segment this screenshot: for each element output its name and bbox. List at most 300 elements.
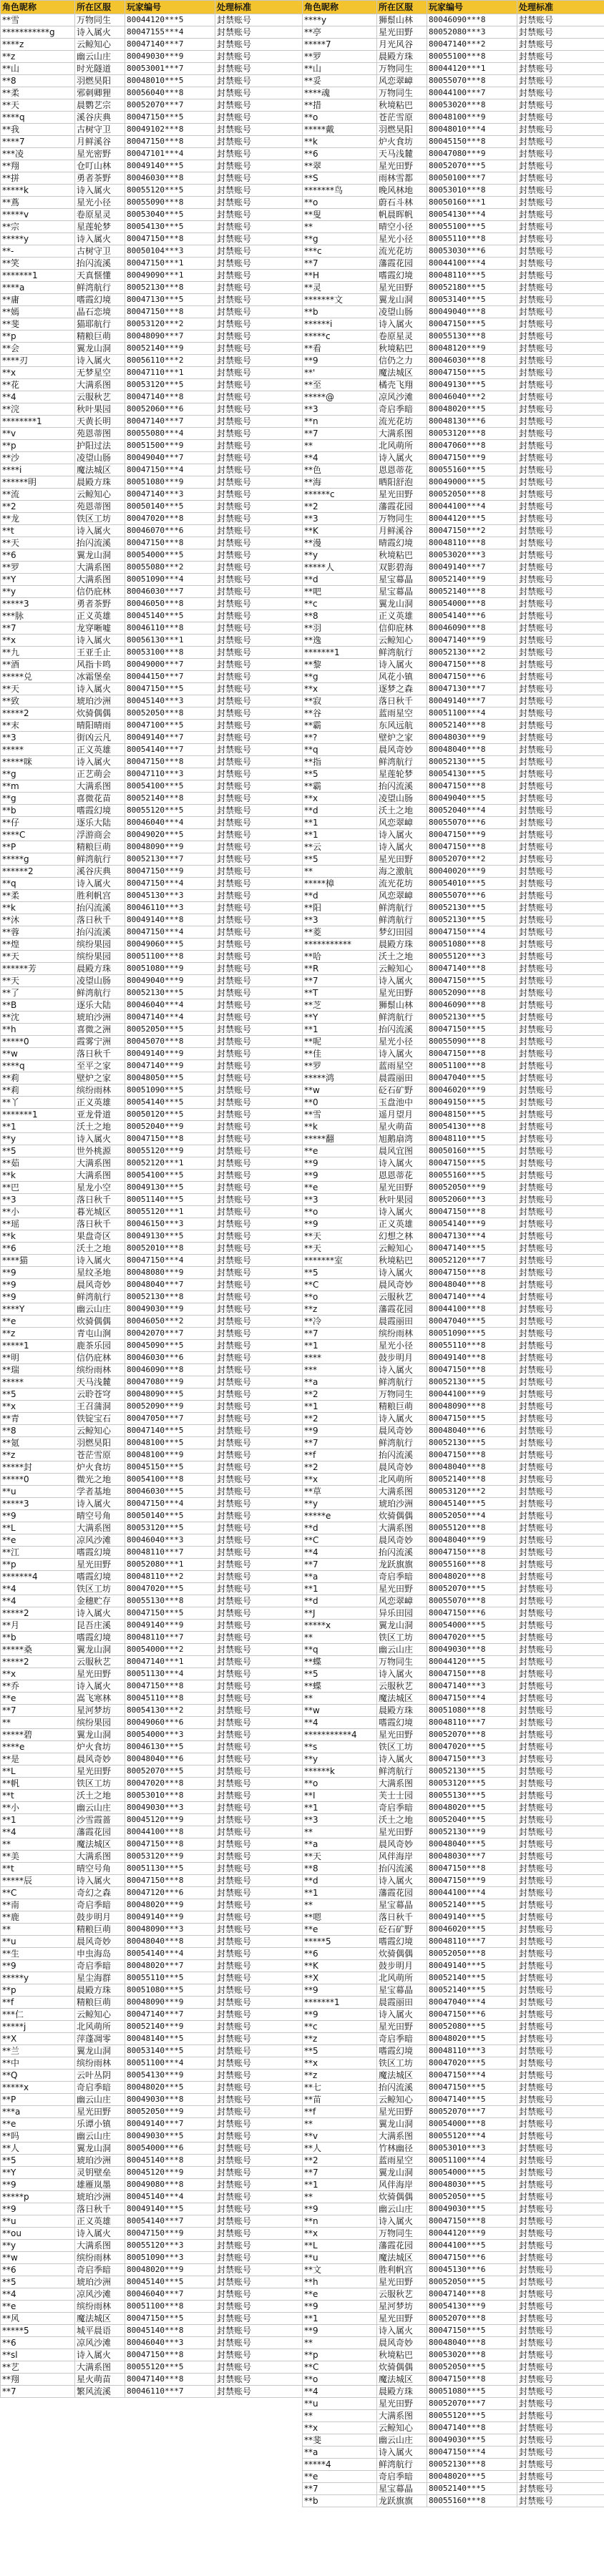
table-row xyxy=(1,647,303,659)
table-row xyxy=(303,416,604,428)
table-row xyxy=(1,2009,303,2021)
player-id-cell: 80046030***7 xyxy=(125,586,215,598)
server-cell: 凉风沙滩 xyxy=(75,2288,125,2301)
nickname-cell: **w xyxy=(1,2252,75,2264)
server-cell: 诗入属火 xyxy=(377,841,427,853)
status-cell: 封禁账号 xyxy=(215,683,303,695)
status-cell: 封禁账号 xyxy=(215,2386,303,2398)
nickname-cell: **4 xyxy=(303,2386,377,2398)
server-cell: 正义英雄 xyxy=(75,2215,125,2228)
table-row xyxy=(303,793,604,805)
player-id-cell: 80052140***5 xyxy=(427,1972,517,1984)
nickname-cell: **T xyxy=(303,987,377,999)
player-id-cell: 80054010***5 xyxy=(427,878,517,890)
status-cell: 封禁账号 xyxy=(517,2203,604,2215)
nickname-cell: **K xyxy=(303,1960,377,1972)
status-cell: 封禁账号 xyxy=(517,2252,604,2264)
nickname-cell: **4 xyxy=(303,452,377,464)
player-id-cell: 80052140***5 xyxy=(427,1899,517,1911)
server-cell: 幽云山庄 xyxy=(75,2094,125,2106)
nickname-cell: **天 xyxy=(1,683,75,695)
table-row xyxy=(303,1547,604,1559)
status-cell: 封禁账号 xyxy=(215,2264,303,2276)
player-id-cell: 80048050***5 xyxy=(125,1072,215,1084)
nickname-cell: **g xyxy=(303,671,377,683)
status-cell: 封禁账号 xyxy=(517,75,604,87)
server-cell: 琥珀沙洲 xyxy=(75,2155,125,2167)
server-cell: 诗入属火 xyxy=(377,2447,427,2459)
server-cell: 霞雾宁洲 xyxy=(75,1036,125,1048)
nickname-cell: **罗 xyxy=(303,51,377,63)
table-row xyxy=(303,562,604,574)
server-cell: 星光田野 xyxy=(377,853,427,866)
table-row xyxy=(1,1389,303,1401)
server-cell: 缤纷雨林 xyxy=(75,1084,125,1097)
table-row xyxy=(1,1875,303,1887)
nickname-cell: **v xyxy=(303,2130,377,2142)
server-cell: 诗入属火 xyxy=(377,1206,427,1218)
table-row xyxy=(303,2142,604,2155)
player-id-cell: 80045110***8 xyxy=(125,1693,215,1705)
status-cell: 封禁账号 xyxy=(517,2179,604,2191)
server-cell: 星光小径 xyxy=(377,1036,427,1048)
player-id-cell: 80048040***8 xyxy=(427,1279,517,1291)
server-cell: 铁锭宝石 xyxy=(75,1413,125,1425)
status-cell: 封禁账号 xyxy=(517,866,604,878)
status-cell: 封禁账号 xyxy=(215,209,303,221)
nickname-cell: **9 xyxy=(1,1267,75,1279)
table-row xyxy=(303,2045,604,2057)
nickname-cell: **x xyxy=(303,2057,377,2070)
player-id-cell: 80047110***3 xyxy=(125,768,215,780)
nickname-cell: **b xyxy=(1,805,75,817)
player-id-cell: 80054000***2 xyxy=(125,1644,215,1656)
server-cell: 北风萌所 xyxy=(377,440,427,452)
server-cell: 晴空号角 xyxy=(75,1863,125,1875)
status-cell: 封禁账号 xyxy=(215,549,303,562)
nickname-cell: **z xyxy=(303,2033,377,2045)
table-row xyxy=(303,1170,604,1182)
status-cell: 封禁账号 xyxy=(215,1194,303,1206)
status-cell: 封禁账号 xyxy=(215,1243,303,1255)
table-row xyxy=(1,1157,303,1170)
table-row xyxy=(303,355,604,367)
server-cell: 天马浅麓 xyxy=(377,148,427,160)
nickname-cell: **H xyxy=(303,270,377,282)
status-cell: 封禁账号 xyxy=(517,1875,604,1887)
server-cell: 诗入属火 xyxy=(377,1157,427,1170)
player-id-cell: 80047150***6 xyxy=(427,2252,517,2264)
server-cell: 砭石矿野 xyxy=(377,1084,427,1097)
status-cell: 封禁账号 xyxy=(517,1838,604,1851)
server-cell: 嗜霞幻境 xyxy=(75,294,125,306)
nickname-cell: **8 xyxy=(1,1425,75,1437)
table-row xyxy=(303,963,604,975)
player-id-cell: 80047150***6 xyxy=(427,671,517,683)
player-id-cell: 80053100***8 xyxy=(125,647,215,659)
status-cell: 封禁账号 xyxy=(517,963,604,975)
player-id-cell: 80047150***5 xyxy=(125,112,215,124)
nickname-cell: ** xyxy=(303,1693,377,1705)
table-row xyxy=(303,1024,604,1036)
header-server: 所在区服 xyxy=(75,1,125,14)
nickname-cell: ****e xyxy=(1,1741,75,1753)
server-cell: 诗入属火 xyxy=(377,1413,427,1425)
nickname-cell: **0 xyxy=(303,1097,377,1109)
player-id-cell: 80047020***8 xyxy=(125,1778,215,1790)
nickname-cell: **吗 xyxy=(1,2130,75,2142)
server-cell: 嗜霞幻境 xyxy=(377,1717,427,1729)
table-row xyxy=(303,780,604,793)
player-id-cell: 80052080***1 xyxy=(125,1559,215,1571)
status-cell: 封禁账号 xyxy=(517,1899,604,1911)
nickname-cell: **X xyxy=(303,1972,377,1984)
server-cell: 云服秋艺 xyxy=(377,1680,427,1693)
table-row xyxy=(1,160,303,172)
table-row xyxy=(303,647,604,659)
nickname-cell: **亭 xyxy=(303,26,377,39)
server-cell: 溪谷庆典 xyxy=(75,112,125,124)
status-cell: 封禁账号 xyxy=(517,39,604,51)
player-id-cell: 80047140***5 xyxy=(427,1243,517,1255)
status-cell: 封禁账号 xyxy=(215,1060,303,1072)
status-cell: 封禁账号 xyxy=(215,1328,303,1340)
nickname-cell: **P xyxy=(1,841,75,853)
status-cell: 封禁账号 xyxy=(215,878,303,890)
player-id-cell: 80052080***3 xyxy=(427,26,517,39)
table-row xyxy=(303,817,604,829)
table-row xyxy=(1,1826,303,1838)
nickname-cell: ** xyxy=(303,2410,377,2422)
server-cell: 翼龙山洞 xyxy=(377,2118,427,2130)
nickname-cell: *****1 xyxy=(1,1340,75,1352)
status-cell: 封禁账号 xyxy=(215,1656,303,1668)
table-row xyxy=(303,2288,604,2301)
server-cell: 卷原星灵 xyxy=(377,330,427,343)
nickname-cell: **n xyxy=(303,2215,377,2228)
status-cell: 封禁账号 xyxy=(517,489,604,501)
table-row xyxy=(1,1364,303,1376)
nickname-cell: ** xyxy=(1,1924,75,1936)
player-id-cell: 80047140***8 xyxy=(427,2288,517,2301)
player-id-cell: 80053120***2 xyxy=(427,1486,517,1498)
server-cell: 晨殿方珠 xyxy=(377,939,427,951)
nickname-cell: ***脉 xyxy=(1,610,75,622)
server-cell: 鲜湾航行 xyxy=(377,647,427,659)
nickname-cell: **罗 xyxy=(303,1060,377,1072)
status-cell: 封禁账号 xyxy=(517,63,604,75)
status-cell: 封禁账号 xyxy=(517,695,604,707)
status-cell: 封禁账号 xyxy=(517,720,604,732)
table-row xyxy=(303,525,604,537)
table-row xyxy=(303,683,604,695)
table-row xyxy=(303,330,604,343)
player-id-cell: 80055130***5 xyxy=(427,1790,517,1802)
status-cell: 封禁账号 xyxy=(215,586,303,598)
player-id-cell: 80055120***9 xyxy=(125,1145,215,1157)
status-cell: 封禁账号 xyxy=(517,853,604,866)
server-cell: 星河梦坊 xyxy=(75,1705,125,1717)
status-cell: 封禁账号 xyxy=(215,610,303,622)
server-cell: 月鲜溪谷 xyxy=(377,525,427,537)
nickname-cell: **谷 xyxy=(303,707,377,720)
server-cell: 晴空小径 xyxy=(377,221,427,233)
player-id-cell: 80052130***9 xyxy=(427,1826,517,1838)
status-cell: 封禁账号 xyxy=(215,1960,303,1972)
nickname-cell: *****0 xyxy=(1,1474,75,1486)
player-id-cell: 80047130***4 xyxy=(427,1230,517,1243)
player-id-cell: 80048090***9 xyxy=(125,841,215,853)
status-cell: 封禁账号 xyxy=(215,999,303,1012)
status-cell: 封禁账号 xyxy=(517,768,604,780)
status-cell: 封禁账号 xyxy=(517,245,604,258)
table-row xyxy=(1,1097,303,1109)
server-cell: 勇者茶野 xyxy=(75,172,125,185)
player-id-cell: 80049020***5 xyxy=(125,829,215,841)
status-cell: 封禁账号 xyxy=(517,367,604,379)
server-cell: 鲜湾航行 xyxy=(75,987,125,999)
status-cell: 封禁账号 xyxy=(517,1717,604,1729)
nickname-cell: **是 xyxy=(1,1753,75,1766)
status-cell: 封禁账号 xyxy=(517,1425,604,1437)
table-row xyxy=(303,99,604,112)
server-cell: 壁炉之家 xyxy=(75,1072,125,1084)
server-cell: 果盘奇区 xyxy=(75,1230,125,1243)
server-cell: 诗入属火 xyxy=(75,1607,125,1620)
nickname-cell: **o xyxy=(303,2374,377,2386)
status-cell: 封禁账号 xyxy=(517,1826,604,1838)
nickname-cell: **g xyxy=(1,793,75,805)
table-row xyxy=(303,574,604,586)
server-cell: 晨风奇妙 xyxy=(75,1936,125,1948)
player-id-cell: 80045130***6 xyxy=(427,2264,517,2276)
server-cell: 星光田野 xyxy=(377,489,427,501)
status-cell: 封禁账号 xyxy=(215,1911,303,1924)
status-cell: 封禁账号 xyxy=(517,1960,604,1972)
status-cell: 封禁账号 xyxy=(215,2155,303,2167)
player-id-cell: 80047040***4 xyxy=(427,1997,517,2009)
status-cell: 封禁账号 xyxy=(215,391,303,403)
player-id-cell: 80053120***9 xyxy=(125,1851,215,1863)
status-cell: 封禁账号 xyxy=(215,525,303,537)
server-cell: 诗入属火 xyxy=(377,829,427,841)
nickname-cell: **9 xyxy=(1,1960,75,1972)
player-id-cell: 80047150***8 xyxy=(125,537,215,549)
server-cell: 翼龙山洞 xyxy=(75,549,125,562)
server-cell: 风恋翠嶂 xyxy=(377,890,427,902)
status-cell: 封禁账号 xyxy=(215,1559,303,1571)
table-row xyxy=(1,2142,303,2155)
player-id-cell: 80045130***3 xyxy=(125,890,215,902)
nickname-cell: **1 xyxy=(303,817,377,829)
nickname-cell: **沙 xyxy=(1,452,75,464)
server-cell: 星光田野 xyxy=(377,1826,427,1838)
status-cell: 封禁账号 xyxy=(215,1668,303,1680)
nickname-cell: **7 xyxy=(303,2167,377,2179)
player-id-cell: 80044120***1 xyxy=(427,63,517,75)
player-id-cell: 80049140***7 xyxy=(427,562,517,574)
table-row xyxy=(303,1814,604,1826)
player-id-cell: 80055080***2 xyxy=(125,562,215,574)
status-cell: 封禁账号 xyxy=(215,185,303,197)
status-cell: 封禁账号 xyxy=(517,51,604,63)
table-row xyxy=(1,805,303,817)
server-cell: 猫耶航行 xyxy=(75,318,125,330)
nickname-cell: **苗 xyxy=(303,2094,377,2106)
server-cell: 晨霞丽田 xyxy=(377,1316,427,1328)
server-cell: 凉风沙滩 xyxy=(377,391,427,403)
table-row xyxy=(303,732,604,744)
server-cell: 琥珀沙洲 xyxy=(75,2191,125,2203)
player-id-cell: 80054140***6 xyxy=(427,610,517,622)
status-cell: 封禁账号 xyxy=(517,2349,604,2361)
status-cell: 封禁账号 xyxy=(517,306,604,318)
player-id-cell: 80047150***8 xyxy=(427,1267,517,1279)
player-id-cell: 80051130***4 xyxy=(125,1668,215,1680)
player-id-cell: 80048040***8 xyxy=(427,1461,517,1474)
server-cell: 嗜霞幻境 xyxy=(75,1547,125,1559)
table-row xyxy=(303,2215,604,2228)
table-row xyxy=(1,768,303,780)
player-id-cell: 80046030***6 xyxy=(125,1352,215,1364)
server-cell: 幻想之林 xyxy=(377,1230,427,1243)
server-cell: 勇者茶野 xyxy=(75,598,125,610)
table-row xyxy=(303,2082,604,2094)
status-cell: 封禁账号 xyxy=(215,2276,303,2288)
table-row xyxy=(303,866,604,878)
server-cell: 星光田野 xyxy=(377,2106,427,2118)
server-cell: 藩霞花园 xyxy=(377,2240,427,2252)
nickname-cell: **我 xyxy=(1,124,75,136)
status-cell: 封禁账号 xyxy=(215,635,303,647)
server-cell: 天马浅麓 xyxy=(75,1376,125,1389)
player-id-cell: 80051500***9 xyxy=(125,440,215,452)
status-cell: 封禁账号 xyxy=(517,1376,604,1389)
server-cell: 恩恩蒂花 xyxy=(377,1170,427,1182)
player-id-cell: 80048110***7 xyxy=(125,1632,215,1644)
table-row xyxy=(303,1218,604,1230)
player-id-cell: 80049140***7 xyxy=(427,695,517,707)
nickname-cell: **山 xyxy=(1,63,75,75)
status-cell: 封禁账号 xyxy=(215,598,303,610)
nickname-cell: **嫣 xyxy=(1,306,75,318)
table-row xyxy=(303,707,604,720)
nickname-cell: **z xyxy=(1,51,75,63)
nickname-cell: **k xyxy=(1,1170,75,1182)
nickname-cell: **o xyxy=(303,1291,377,1303)
server-cell: 秋境粘巴 xyxy=(377,99,427,112)
nickname-cell: **1 xyxy=(303,829,377,841)
server-cell: 抬闪流溪 xyxy=(75,258,125,270)
status-cell: 封禁账号 xyxy=(517,2118,604,2130)
player-id-cell: 80047150***8 xyxy=(427,780,517,793)
table-row xyxy=(303,2179,604,2191)
nickname-cell: **嗯 xyxy=(303,1911,377,1924)
nickname-cell: **e xyxy=(303,1182,377,1194)
server-cell: 精粮巨萌 xyxy=(75,1997,125,2009)
server-cell: 风恋翠嶂 xyxy=(377,75,427,87)
nickname-cell: **6 xyxy=(1,549,75,562)
player-id-cell: 80052070***2 xyxy=(427,853,517,866)
server-cell: 晨殿方珠 xyxy=(377,51,427,63)
nickname-cell: **ou xyxy=(1,2228,75,2240)
status-cell: 封禁账号 xyxy=(517,1291,604,1303)
table-row xyxy=(1,1425,303,1437)
nickname-cell: **5 xyxy=(303,853,377,866)
status-cell: 封禁账号 xyxy=(517,2276,604,2288)
table-row xyxy=(1,1267,303,1279)
status-cell: 封禁账号 xyxy=(517,1474,604,1486)
server-cell: 无梦星空 xyxy=(75,367,125,379)
server-cell: 星光小径 xyxy=(377,233,427,245)
table-row xyxy=(1,75,303,87)
status-cell: 封禁账号 xyxy=(517,2167,604,2179)
nickname-cell: *******1 xyxy=(1,270,75,282)
nickname-cell: ***********4 xyxy=(303,1729,377,1741)
status-cell: 封禁账号 xyxy=(517,1328,604,1340)
nickname-cell: ** xyxy=(303,2191,377,2203)
server-cell: 信仍庇林 xyxy=(75,1352,125,1364)
table-row xyxy=(303,63,604,75)
status-cell: 封禁账号 xyxy=(215,1875,303,1887)
server-cell: 嗜霞幻境 xyxy=(377,2045,427,2057)
server-cell: 遥月望月 xyxy=(377,1109,427,1121)
player-id-cell: 80045140***5 xyxy=(125,2276,215,2288)
status-cell: 封禁账号 xyxy=(517,987,604,999)
nickname-cell: **看 xyxy=(303,343,377,355)
server-cell: 晨殿方珠 xyxy=(377,1705,427,1717)
status-cell: 封禁账号 xyxy=(517,233,604,245)
status-cell: 封禁账号 xyxy=(517,330,604,343)
nickname-cell: **1 xyxy=(1,1121,75,1133)
server-cell: 翼龙山洞 xyxy=(75,2142,125,2155)
status-cell: 封禁账号 xyxy=(215,817,303,829)
status-cell: 封禁账号 xyxy=(517,379,604,391)
player-id-cell: 80048090***7 xyxy=(125,330,215,343)
player-id-cell: 80047150***4 xyxy=(427,926,517,939)
player-id-cell: 80046110***7 xyxy=(125,2386,215,2398)
server-cell: 胜利帆宫 xyxy=(377,2264,427,2276)
nickname-cell: **九 xyxy=(1,647,75,659)
server-cell: 胜利帆宫 xyxy=(75,890,125,902)
server-cell: 万物同生 xyxy=(377,87,427,99)
status-cell: 封禁账号 xyxy=(215,890,303,902)
player-id-cell: 80053010***8 xyxy=(427,185,517,197)
server-cell: 抬闪流溪 xyxy=(377,1547,427,1559)
player-id-cell: 80053140***5 xyxy=(125,2045,215,2057)
status-cell: 封禁账号 xyxy=(517,1316,604,1328)
status-cell: 封禁账号 xyxy=(215,2045,303,2057)
table-row xyxy=(1,330,303,343)
nickname-cell: **帆 xyxy=(1,1778,75,1790)
server-cell: 古树守卫 xyxy=(75,245,125,258)
table-row xyxy=(1,26,303,39)
server-cell: 凌望山肠 xyxy=(377,306,427,318)
table-row xyxy=(1,1060,303,1072)
table-row xyxy=(303,1534,604,1547)
player-id-cell: 80051080***5 xyxy=(427,2386,517,2398)
server-cell: 藩霞花园 xyxy=(377,258,427,270)
nickname-cell: **浣 xyxy=(1,403,75,416)
status-cell: 封禁账号 xyxy=(517,1303,604,1316)
status-cell: 封禁账号 xyxy=(517,1863,604,1875)
table-row xyxy=(1,2057,303,2070)
server-cell: 幽云山庄 xyxy=(75,1303,125,1316)
nickname-cell: **煌 xyxy=(1,939,75,951)
player-id-cell: 80048040***6 xyxy=(125,1753,215,1766)
player-id-cell: 80051140***5 xyxy=(125,1194,215,1206)
server-cell: 缤纷雨林 xyxy=(75,1364,125,1376)
